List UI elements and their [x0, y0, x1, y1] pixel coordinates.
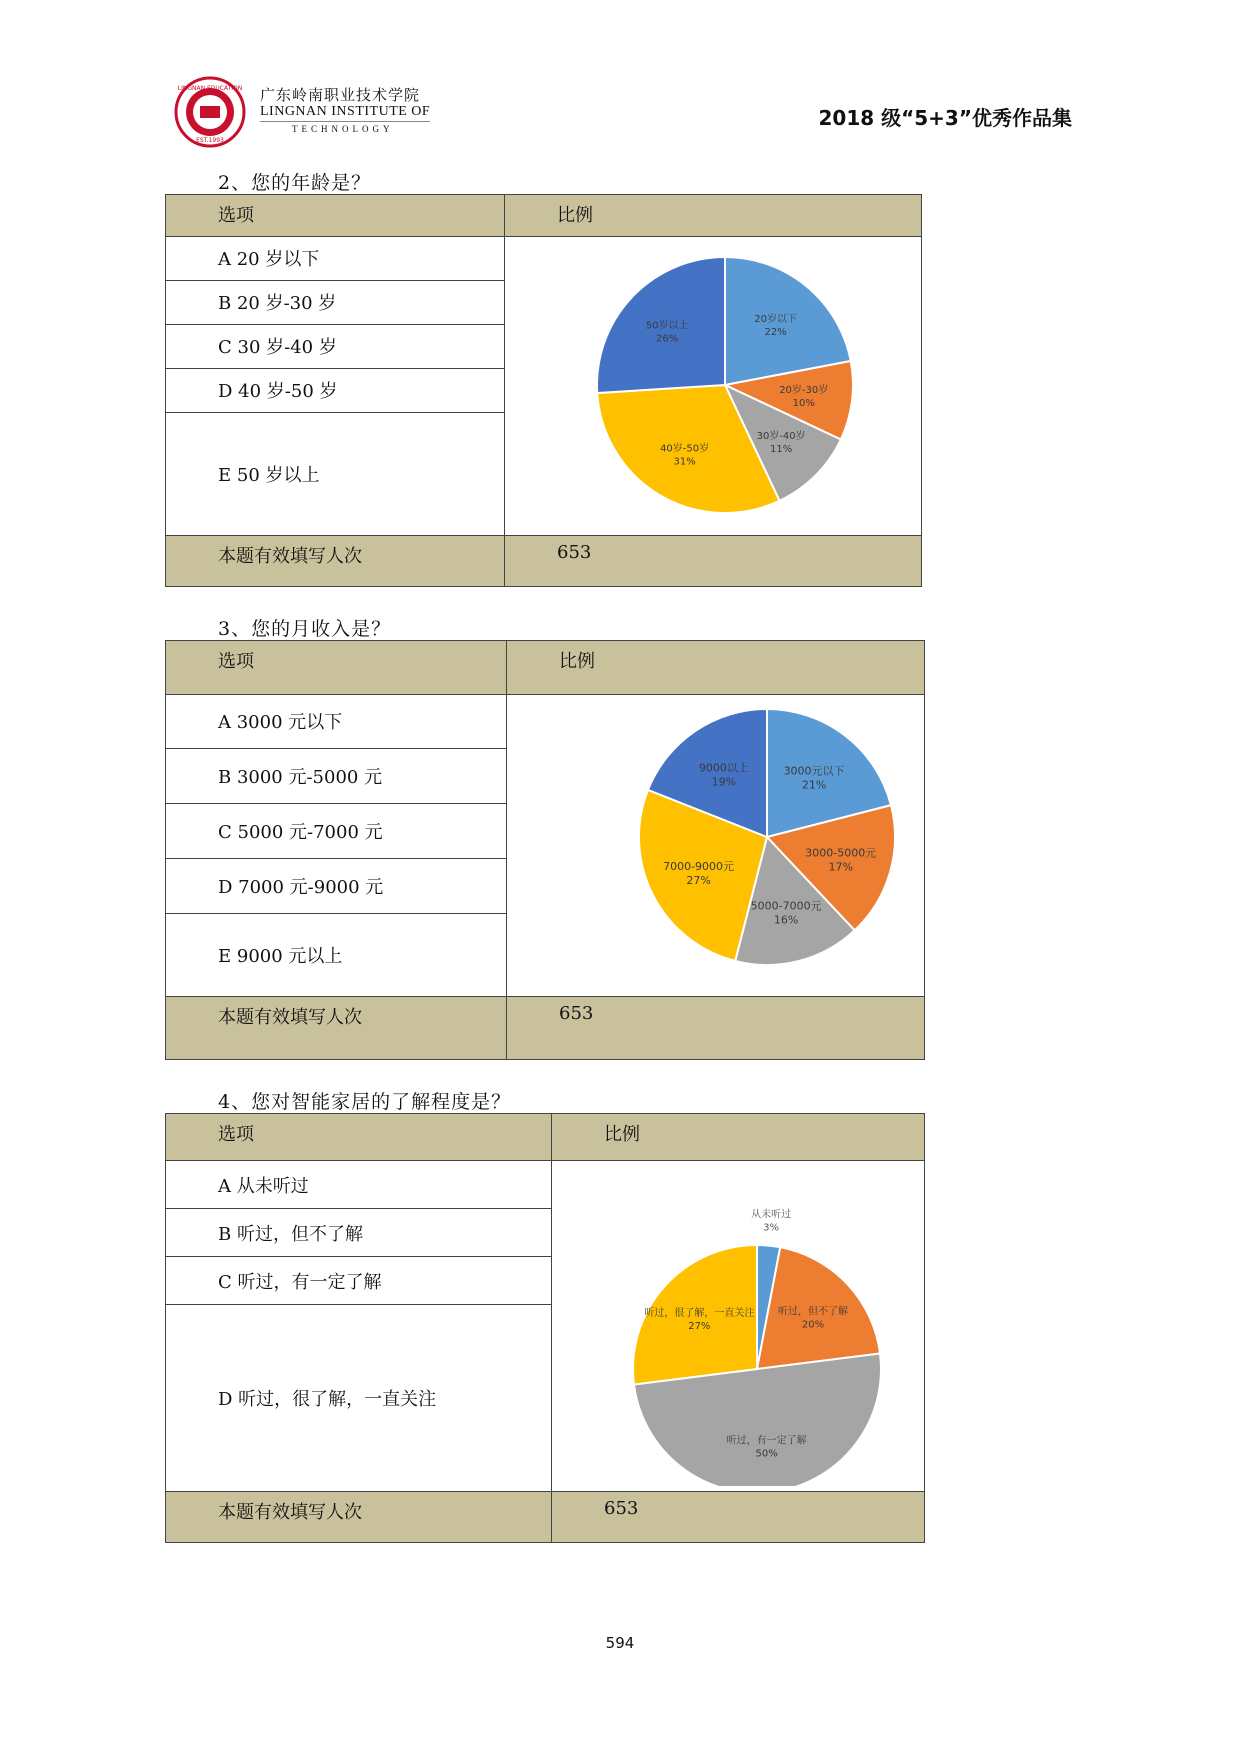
document-title: 2018 级“5+3”优秀作品集 — [818, 106, 1072, 130]
question-title: 3、您的月收入是？ — [218, 618, 392, 640]
slice-percent-label: 31% — [673, 456, 696, 468]
chart-cell — [552, 1161, 925, 1492]
slice-label: 3000-5000元 — [805, 846, 877, 860]
logo-text-bottom: EST.1993 — [196, 137, 224, 144]
slice-percent-label: 22% — [764, 326, 787, 338]
slice-label: 从未听过 — [751, 1209, 792, 1221]
pie-chart — [507, 695, 925, 991]
slice-label: 50岁以上 — [645, 320, 689, 332]
option-cell: E 50 岁以上 — [166, 412, 505, 536]
logo-text-top: LINGNAN EDUCATION — [177, 85, 243, 92]
slice-percent-label: 20% — [801, 1319, 825, 1331]
option-cell: E 9000 元以上 — [166, 913, 507, 996]
chart-cell — [507, 695, 925, 997]
slice-label: 7000-9000元 — [663, 859, 735, 873]
slice-label: 5000-7000元 — [750, 899, 822, 913]
pie-chart — [505, 237, 922, 530]
slice-percent-label: 16% — [773, 913, 799, 927]
slice-percent-label: 21% — [801, 778, 827, 792]
slice-label: 20岁-30岁 — [779, 384, 829, 396]
header-option: 选项 — [166, 195, 505, 237]
pie-chart — [552, 1161, 925, 1486]
school-name-en-1: LINGNAN INSTITUTE OF — [260, 104, 431, 119]
school-logo — [174, 76, 246, 148]
slice-percent-label: 27% — [686, 873, 711, 887]
question-title: 2、您的年龄是？ — [218, 172, 372, 194]
slice-percent-label: 50% — [755, 1448, 778, 1460]
option-cell: C 30 岁-40 岁 — [166, 324, 505, 368]
option-cell: D 听过，很了解，一直关注 — [166, 1305, 552, 1492]
option-cell: A 20 岁以下 — [166, 237, 505, 281]
footer-label: 本题有效填写人次 — [166, 997, 507, 1060]
slice-percent-label: 27% — [688, 1321, 711, 1333]
question-table — [165, 194, 922, 587]
option-cell: B 20 岁-30 岁 — [166, 280, 505, 324]
option-cell: C 5000 元-7000 元 — [166, 803, 507, 858]
header-ratio: 比例 — [552, 1114, 925, 1161]
option-cell: A 从未听过 — [166, 1161, 552, 1209]
option-cell: D 40 岁-50 岁 — [166, 368, 505, 412]
question-title: 4、您对智能家居的了解程度是？ — [218, 1091, 512, 1113]
slice-label: 9000以上 — [698, 761, 749, 775]
question-table — [165, 1113, 925, 1543]
slice-label: 听过，但不了解 — [778, 1306, 849, 1318]
slice-label: 30岁-40岁 — [756, 431, 806, 443]
option-cell: D 7000 元-9000 元 — [166, 858, 507, 913]
slice-percent-label: 11% — [769, 444, 793, 456]
slice-percent-label: 3% — [763, 1222, 780, 1234]
slice-label: 听过，很了解，一直关注 — [644, 1308, 755, 1320]
option-cell: B 听过，但不了解 — [166, 1209, 552, 1257]
slice-percent-label: 26% — [656, 333, 679, 345]
option-cell: C 听过，有一定了解 — [166, 1257, 552, 1305]
footer-label: 本题有效填写人次 — [166, 1492, 552, 1543]
slice-percent-label: 19% — [711, 775, 737, 789]
header-divider — [260, 121, 430, 122]
slice-label: 听过，有一定了解 — [726, 1435, 807, 1447]
header-ratio: 比例 — [505, 195, 922, 237]
slice-label: 3000元以下 — [783, 764, 845, 778]
header-ratio: 比例 — [507, 641, 925, 695]
slice-percent-label: 10% — [792, 397, 815, 409]
slice-percent-label: 17% — [828, 860, 853, 874]
page-number: 594 — [605, 1634, 635, 1652]
chart-cell — [505, 237, 922, 536]
question-table — [165, 640, 925, 1060]
option-cell: A 3000 元以下 — [166, 695, 507, 749]
footer-label: 本题有效填写人次 — [166, 536, 505, 587]
header-option: 选项 — [166, 1114, 552, 1161]
footer-value: 653 — [552, 1492, 925, 1543]
school-name-cn: 广东岭南职业技术学院 — [260, 86, 421, 104]
header-option: 选项 — [166, 641, 507, 695]
footer-value: 653 — [507, 997, 925, 1060]
slice-label: 40岁-50岁 — [660, 443, 710, 455]
slice-label: 20岁以下 — [754, 313, 797, 325]
footer-value: 653 — [505, 536, 922, 587]
option-cell: B 3000 元-5000 元 — [166, 748, 507, 803]
school-name-en-2: TECHNOLOGY — [292, 124, 394, 134]
